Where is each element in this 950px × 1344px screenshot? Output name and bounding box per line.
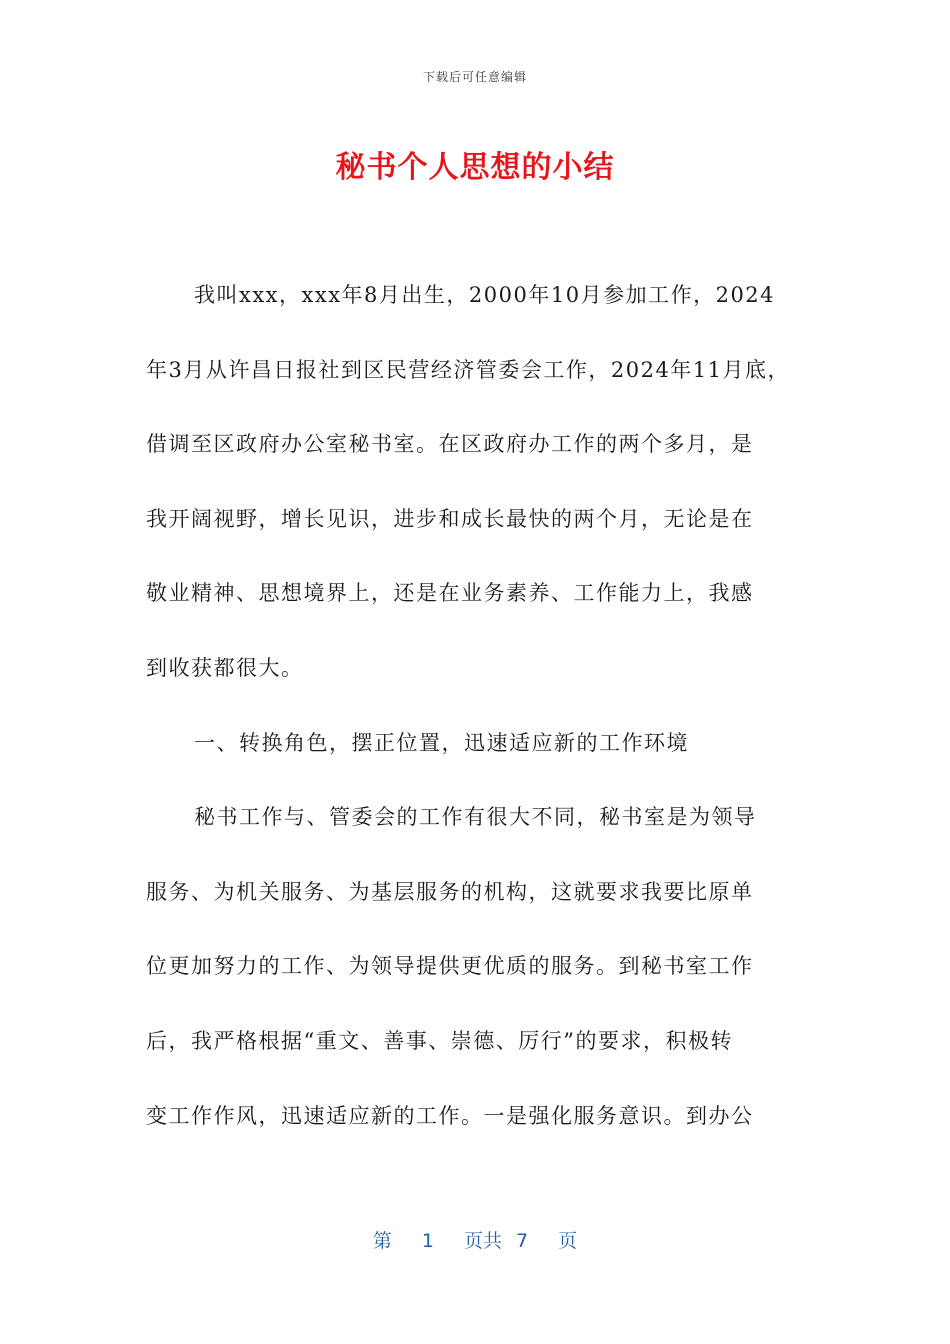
- paragraph-line: 我叫xxx，xxx年8月出生，2000年10月参加工作，2024: [194, 283, 776, 307]
- page-prefix: 第: [372, 1230, 392, 1252]
- paragraph-line: 后，我严格根据“重文、善事、崇德、厉行”的要求，积极转: [146, 1028, 733, 1053]
- paragraph-line: 年3月从许昌日报社到区民营经济管委会工作，2024年11月底，: [146, 357, 791, 382]
- paragraph-line: 秘书工作与、管委会的工作有很大不同，秘书室是为领导: [194, 805, 757, 830]
- paragraph-line: 服务、为机关服务、为基层服务的机构，这就要求我要比原单: [146, 879, 754, 904]
- document-title: 秘书个人思想的小结: [335, 150, 615, 185]
- paragraph-line: 我开阔视野，增长见识，进步和成长最快的两个月，无论是在: [146, 506, 754, 531]
- paragraph-line: 敬业精神、思想境界上，还是在业务素养、工作能力上，我感: [146, 581, 754, 606]
- paragraph-line: 位更加努力的工作、为领导提供更优质的服务。到秘书室工作: [146, 954, 754, 979]
- section-heading: 一、转换角色，摆正位置，迅速适应新的工作环境: [194, 730, 689, 755]
- page-footer: [0, 1226, 950, 1253]
- page-mid-text: 页共: [463, 1230, 502, 1252]
- page-suffix: 页: [558, 1230, 578, 1252]
- total-pages-number: 7: [516, 1230, 529, 1252]
- current-page-number: 1: [421, 1230, 434, 1252]
- paragraph-line: 借调至区政府办公室秘书室。在区政府办工作的两个多月，是: [146, 432, 754, 457]
- paragraph-line: 到收获都很大。: [146, 655, 304, 680]
- document-body: [146, 258, 798, 1153]
- header-note: 下载后可任意编辑: [422, 70, 527, 84]
- paragraph-line: 变工作作风，迅速适应新的工作。一是强化服务意识。到办公: [146, 1103, 754, 1128]
